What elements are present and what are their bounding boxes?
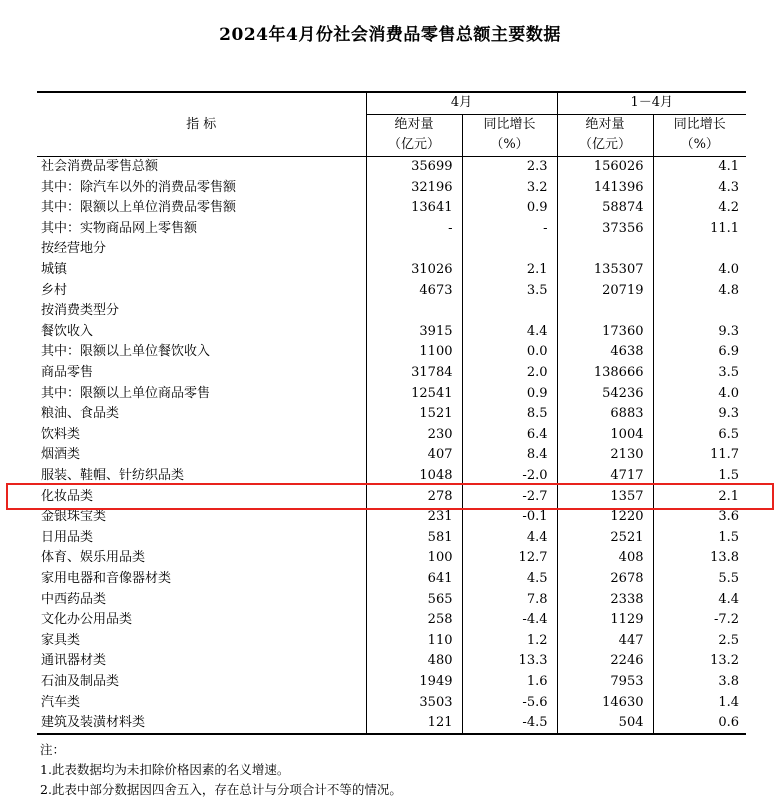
row-label: 按消费类型分 bbox=[41, 303, 120, 319]
cell-apr-yoy: 0.9 bbox=[462, 198, 557, 219]
cell-ytd-yoy: 2.5 bbox=[653, 630, 746, 651]
row-label: 其中：除汽车以外的消费品零售额 bbox=[41, 179, 237, 195]
cell-apr-yoy: 1.2 bbox=[462, 630, 557, 651]
header-period-april: 4月 bbox=[366, 92, 557, 114]
row-label: 中西药品类 bbox=[41, 591, 107, 607]
table-row bbox=[37, 569, 746, 590]
cell-apr-abs: 480 bbox=[366, 651, 462, 672]
retail-sales-table bbox=[37, 91, 746, 735]
cell-ytd-yoy: 5.5 bbox=[653, 569, 746, 590]
row-label: 粮油、食品类 bbox=[41, 406, 120, 422]
cell-ytd-yoy: 3.8 bbox=[653, 672, 746, 693]
cell-apr-abs: 13641 bbox=[366, 198, 462, 219]
cell-apr-abs: 100 bbox=[366, 548, 462, 569]
table-row bbox=[37, 322, 746, 343]
note-1: 1.此表数据均为未扣除价格因素的名义增速。 bbox=[40, 762, 290, 777]
cell-ytd-yoy: 6.5 bbox=[653, 425, 746, 446]
cell-ytd-abs: 2338 bbox=[557, 589, 653, 610]
cell-apr-abs: 31026 bbox=[366, 260, 462, 281]
table-row bbox=[37, 610, 746, 631]
cell-ytd-abs: 4717 bbox=[557, 466, 653, 487]
table-row bbox=[37, 445, 746, 466]
table-row bbox=[37, 548, 746, 569]
cell-apr-yoy: 2.3 bbox=[462, 156, 557, 177]
cell-ytd-abs: 1357 bbox=[557, 486, 653, 507]
table-row bbox=[37, 383, 746, 404]
cell-apr-yoy: -4.4 bbox=[462, 610, 557, 631]
cell-ytd-abs: 408 bbox=[557, 548, 653, 569]
table-row bbox=[37, 425, 746, 446]
cell-apr-abs: 641 bbox=[366, 569, 462, 590]
header-ytd-yoy: 同比增长 bbox=[653, 114, 746, 135]
cell-ytd-yoy: 4.3 bbox=[653, 177, 746, 198]
cell-ytd-abs: 58874 bbox=[557, 198, 653, 219]
cell-ytd-yoy bbox=[653, 239, 746, 260]
row-label: 化妆品类 bbox=[41, 488, 94, 504]
footnotes bbox=[40, 740, 402, 800]
cell-apr-abs: 121 bbox=[366, 713, 462, 735]
cell-apr-yoy: 12.7 bbox=[462, 548, 557, 569]
table-row bbox=[37, 342, 746, 363]
cell-apr-abs: 12541 bbox=[366, 383, 462, 404]
cell-ytd-yoy: 6.9 bbox=[653, 342, 746, 363]
cell-apr-abs: 1521 bbox=[366, 404, 462, 425]
cell-ytd-yoy: 1.5 bbox=[653, 527, 746, 548]
cell-ytd-abs: 7953 bbox=[557, 672, 653, 693]
header-ytd-abs: 绝对量 bbox=[557, 114, 653, 135]
table-row bbox=[37, 672, 746, 693]
cell-ytd-yoy: -7.2 bbox=[653, 610, 746, 631]
table-row bbox=[37, 301, 746, 322]
cell-apr-abs: 31784 bbox=[366, 363, 462, 384]
header-indicator: 指 标 bbox=[37, 92, 366, 156]
cell-ytd-yoy: 9.3 bbox=[653, 404, 746, 425]
cell-apr-abs: 1100 bbox=[366, 342, 462, 363]
row-label: 商品零售 bbox=[41, 365, 94, 381]
table-row bbox=[37, 651, 746, 672]
cell-ytd-yoy: 4.4 bbox=[653, 589, 746, 610]
header-ytd-abs-unit: （亿元） bbox=[557, 135, 653, 156]
cell-apr-yoy: -0.1 bbox=[462, 507, 557, 528]
table-row bbox=[37, 239, 746, 260]
cell-apr-abs: 35699 bbox=[366, 156, 462, 177]
table-row bbox=[37, 404, 746, 425]
cell-ytd-abs: 1129 bbox=[557, 610, 653, 631]
cell-apr-abs: 3503 bbox=[366, 692, 462, 713]
table-row bbox=[37, 630, 746, 651]
cell-apr-yoy: 1.6 bbox=[462, 672, 557, 693]
row-label: 金银珠宝类 bbox=[41, 509, 107, 525]
cell-apr-yoy: 3.5 bbox=[462, 280, 557, 301]
cell-apr-abs: 3915 bbox=[366, 322, 462, 343]
cell-ytd-abs: 17360 bbox=[557, 322, 653, 343]
table-row bbox=[37, 589, 746, 610]
cell-apr-abs: 32196 bbox=[366, 177, 462, 198]
table-row bbox=[37, 466, 746, 487]
cell-ytd-abs: 2246 bbox=[557, 651, 653, 672]
cell-ytd-abs: 2521 bbox=[557, 527, 653, 548]
cell-apr-abs: 231 bbox=[366, 507, 462, 528]
header-apr-abs: 绝对量 bbox=[366, 114, 462, 135]
cell-ytd-abs: 54236 bbox=[557, 383, 653, 404]
cell-ytd-yoy: 4.0 bbox=[653, 260, 746, 281]
cell-ytd-yoy: 3.5 bbox=[653, 363, 746, 384]
cell-ytd-yoy: 11.1 bbox=[653, 219, 746, 240]
cell-apr-yoy: -2.0 bbox=[462, 466, 557, 487]
table-row bbox=[37, 713, 746, 735]
row-label: 按经营地分 bbox=[41, 241, 107, 257]
cell-ytd-yoy: 1.4 bbox=[653, 692, 746, 713]
cell-ytd-abs: 14630 bbox=[557, 692, 653, 713]
cell-ytd-abs: 20719 bbox=[557, 280, 653, 301]
cell-ytd-yoy: 0.6 bbox=[653, 713, 746, 735]
row-label: 城镇 bbox=[41, 262, 68, 278]
cell-apr-abs bbox=[366, 301, 462, 322]
cell-ytd-yoy: 9.3 bbox=[653, 322, 746, 343]
row-label: 通讯器材类 bbox=[41, 653, 107, 669]
cell-ytd-abs: 2130 bbox=[557, 445, 653, 466]
cell-ytd-yoy: 11.7 bbox=[653, 445, 746, 466]
cell-apr-abs: 407 bbox=[366, 445, 462, 466]
table-row bbox=[37, 219, 746, 240]
table-row bbox=[37, 198, 746, 219]
cell-apr-abs: 230 bbox=[366, 425, 462, 446]
row-label: 其中：限额以上单位商品零售 bbox=[41, 385, 211, 401]
cell-ytd-abs: 37356 bbox=[557, 219, 653, 240]
cell-ytd-abs: 504 bbox=[557, 713, 653, 735]
cell-apr-abs: 278 bbox=[366, 486, 462, 507]
cell-apr-yoy: 8.5 bbox=[462, 404, 557, 425]
cell-apr-yoy: 8.4 bbox=[462, 445, 557, 466]
row-label: 其中：限额以上单位消费品零售额 bbox=[41, 200, 237, 216]
cell-apr-abs: 258 bbox=[366, 610, 462, 631]
header-row-periods bbox=[37, 92, 746, 114]
note-2: 2.此表中部分数据因四舍五入，存在总计与分项合计不等的情况。 bbox=[40, 782, 402, 797]
table-row bbox=[37, 527, 746, 548]
cell-apr-yoy: 7.8 bbox=[462, 589, 557, 610]
row-label: 餐饮收入 bbox=[41, 323, 94, 339]
cell-ytd-yoy: 4.8 bbox=[653, 280, 746, 301]
cell-ytd-abs: 1004 bbox=[557, 425, 653, 446]
cell-apr-abs: 581 bbox=[366, 527, 462, 548]
row-label: 体育、娱乐用品类 bbox=[41, 550, 146, 566]
cell-apr-yoy: -2.7 bbox=[462, 486, 557, 507]
cell-apr-yoy: -4.5 bbox=[462, 713, 557, 735]
row-label: 其中：实物商品网上零售额 bbox=[41, 220, 198, 236]
row-label: 乡村 bbox=[41, 282, 68, 298]
cell-ytd-yoy bbox=[653, 301, 746, 322]
cell-ytd-yoy: 1.5 bbox=[653, 466, 746, 487]
row-label: 文化办公用品类 bbox=[41, 612, 133, 628]
cell-ytd-abs: 2678 bbox=[557, 569, 653, 590]
cell-ytd-yoy: 4.0 bbox=[653, 383, 746, 404]
header-apr-yoy: 同比增长 bbox=[462, 114, 557, 135]
header-apr-yoy-unit: （%） bbox=[462, 135, 557, 156]
cell-apr-yoy: -5.6 bbox=[462, 692, 557, 713]
cell-apr-yoy: 3.2 bbox=[462, 177, 557, 198]
table-row bbox=[37, 486, 746, 507]
cell-ytd-yoy: 2.1 bbox=[653, 486, 746, 507]
cell-apr-abs: 565 bbox=[366, 589, 462, 610]
header-ytd-yoy-unit: （%） bbox=[653, 135, 746, 156]
cell-ytd-yoy: 13.2 bbox=[653, 651, 746, 672]
cell-ytd-abs bbox=[557, 239, 653, 260]
notes-heading: 注： bbox=[40, 742, 66, 757]
cell-ytd-abs: 4638 bbox=[557, 342, 653, 363]
cell-ytd-abs: 1220 bbox=[557, 507, 653, 528]
cell-apr-yoy: 4.4 bbox=[462, 322, 557, 343]
table-row bbox=[37, 177, 746, 198]
table-row bbox=[37, 363, 746, 384]
table-row bbox=[37, 156, 746, 177]
table-row bbox=[37, 692, 746, 713]
header-period-ytd: 1－4月 bbox=[557, 92, 746, 114]
table-row bbox=[37, 280, 746, 301]
cell-apr-abs: 4673 bbox=[366, 280, 462, 301]
cell-apr-yoy: - bbox=[462, 219, 557, 240]
row-label: 家用电器和音像器材类 bbox=[41, 570, 172, 586]
cell-apr-yoy: 2.0 bbox=[462, 363, 557, 384]
row-label: 社会消费品零售总额 bbox=[41, 159, 159, 175]
cell-ytd-yoy: 4.1 bbox=[653, 156, 746, 177]
row-label: 饮料类 bbox=[41, 426, 81, 442]
cell-apr-abs bbox=[366, 239, 462, 260]
page-title: 2024年4月份社会消费品零售总额主要数据 bbox=[219, 25, 561, 45]
cell-apr-yoy: 6.4 bbox=[462, 425, 557, 446]
row-label: 烟酒类 bbox=[41, 447, 81, 463]
cell-ytd-yoy: 3.6 bbox=[653, 507, 746, 528]
cell-apr-yoy: 4.5 bbox=[462, 569, 557, 590]
row-label: 建筑及装潢材料类 bbox=[37, 713, 366, 735]
cell-apr-yoy bbox=[462, 239, 557, 260]
row-label: 汽车类 bbox=[41, 694, 81, 710]
row-label: 日用品类 bbox=[41, 529, 94, 545]
cell-ytd-abs bbox=[557, 301, 653, 322]
cell-apr-yoy: 2.1 bbox=[462, 260, 557, 281]
cell-ytd-yoy: 4.2 bbox=[653, 198, 746, 219]
cell-ytd-abs: 135307 bbox=[557, 260, 653, 281]
cell-ytd-yoy: 13.8 bbox=[653, 548, 746, 569]
header-apr-abs-unit: （亿元） bbox=[366, 135, 462, 156]
cell-apr-yoy: 4.4 bbox=[462, 527, 557, 548]
row-label: 家具类 bbox=[41, 632, 81, 648]
table-row bbox=[37, 260, 746, 281]
cell-ytd-abs: 447 bbox=[557, 630, 653, 651]
row-label: 其中：限额以上单位餐饮收入 bbox=[41, 344, 211, 360]
cell-ytd-abs: 141396 bbox=[557, 177, 653, 198]
row-label: 石油及制品类 bbox=[41, 673, 120, 689]
cell-apr-yoy: 13.3 bbox=[462, 651, 557, 672]
cell-apr-yoy: 0.9 bbox=[462, 383, 557, 404]
cell-apr-yoy bbox=[462, 301, 557, 322]
cell-ytd-abs: 138666 bbox=[557, 363, 653, 384]
cell-apr-abs: 1048 bbox=[366, 466, 462, 487]
cell-apr-abs: 110 bbox=[366, 630, 462, 651]
cell-apr-abs: - bbox=[366, 219, 462, 240]
row-label: 服装、鞋帽、针纺织品类 bbox=[41, 467, 185, 483]
cell-ytd-abs: 6883 bbox=[557, 404, 653, 425]
cell-ytd-abs: 156026 bbox=[557, 156, 653, 177]
cell-apr-abs: 1949 bbox=[366, 672, 462, 693]
cell-apr-yoy: 0.0 bbox=[462, 342, 557, 363]
table-row bbox=[37, 507, 746, 528]
